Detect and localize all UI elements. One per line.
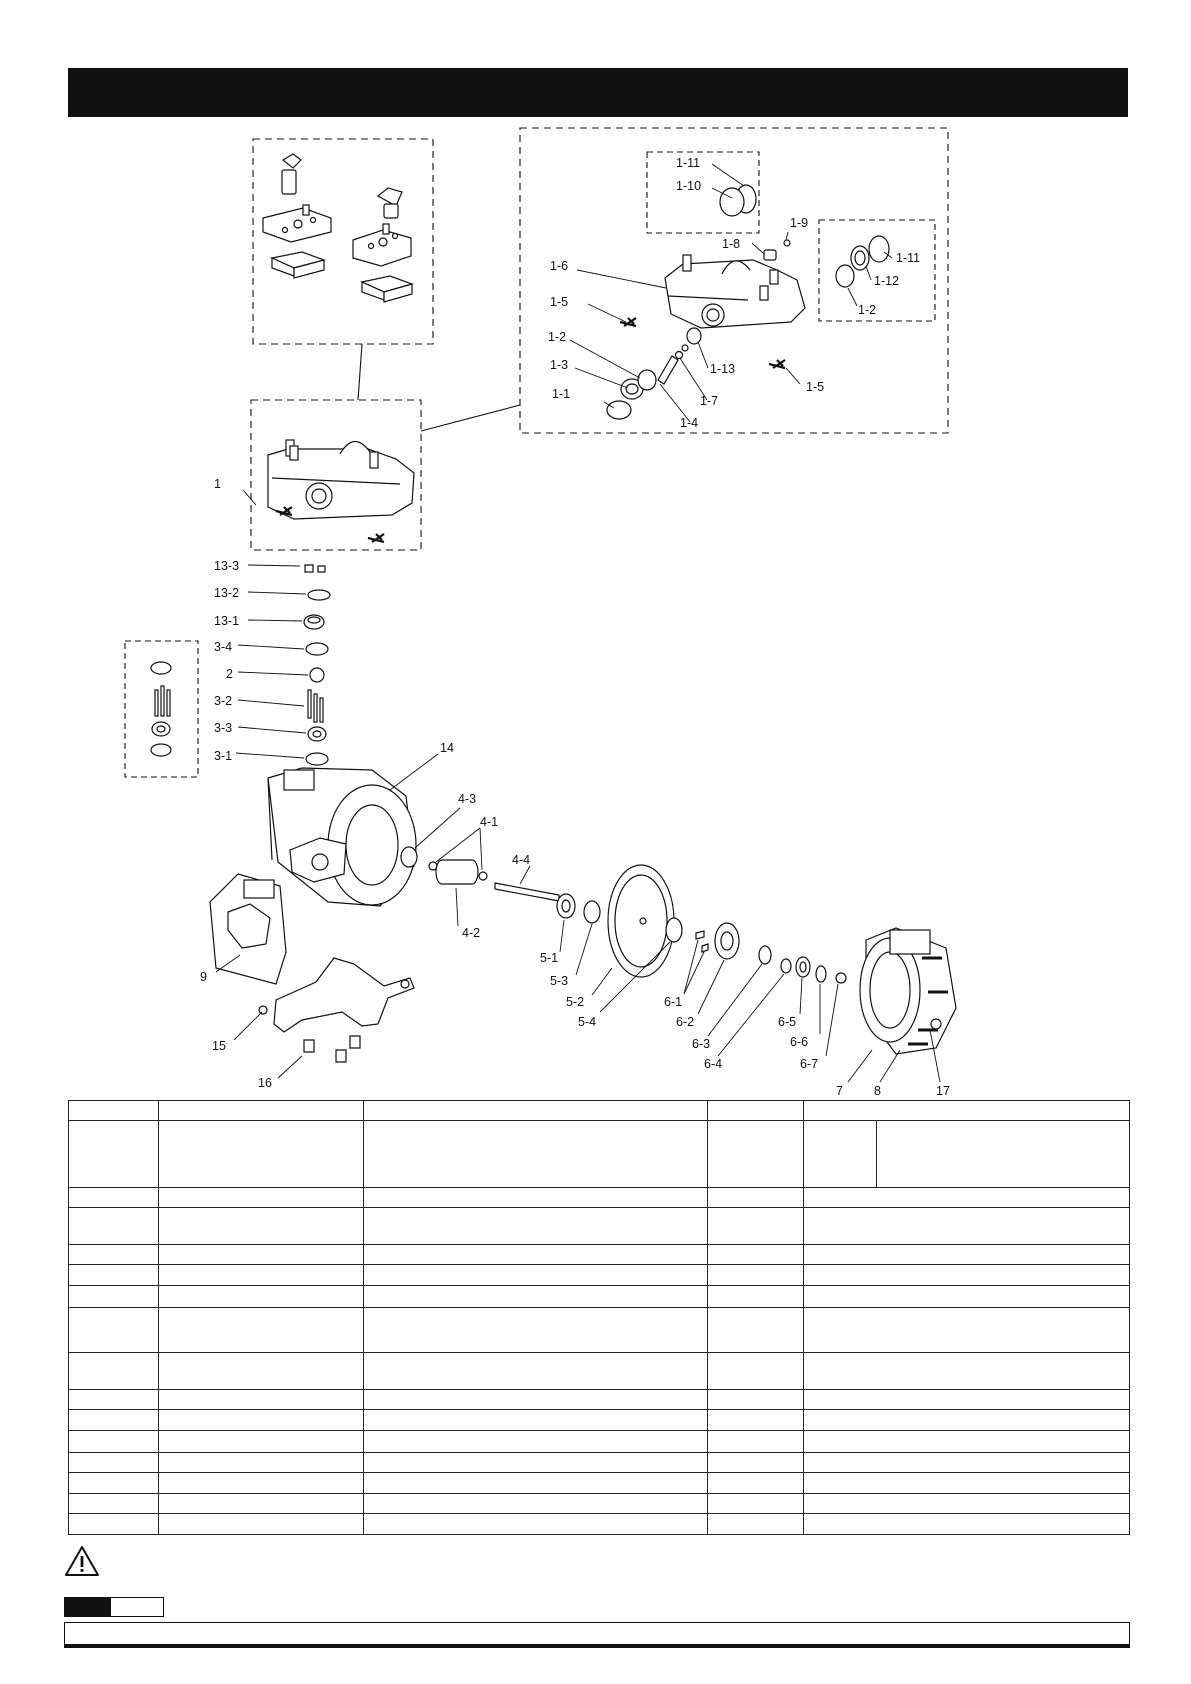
callout: 6-6 bbox=[790, 1035, 809, 1049]
callout: 8 bbox=[874, 1084, 881, 1098]
callout: 1-2 bbox=[858, 303, 877, 317]
callout: 13-3 bbox=[214, 559, 240, 573]
footer-box bbox=[64, 1622, 1130, 1648]
part-2-ball bbox=[310, 668, 324, 682]
part-1-8 bbox=[764, 250, 776, 260]
part-1-5-pin-b bbox=[769, 360, 785, 368]
part-16-feet bbox=[304, 1036, 360, 1062]
part-6-3 bbox=[759, 946, 771, 964]
callout: 5-1 bbox=[540, 951, 559, 965]
callout: 16 bbox=[258, 1076, 272, 1090]
kit-ring-b bbox=[151, 744, 171, 756]
callout: 6-3 bbox=[692, 1037, 711, 1051]
part-3-1 bbox=[306, 753, 328, 765]
callout: 1-11 bbox=[676, 156, 701, 170]
part-1-13 bbox=[687, 328, 701, 344]
table-row bbox=[69, 1265, 1130, 1286]
table-row bbox=[69, 1431, 1130, 1453]
table-row bbox=[69, 1453, 1130, 1473]
part-3-2-a bbox=[308, 690, 311, 718]
table-row bbox=[69, 1121, 1130, 1188]
table-row bbox=[69, 1208, 1130, 1245]
part-4-3 bbox=[401, 847, 417, 867]
callout: 5-4 bbox=[578, 1015, 597, 1029]
centre-body bbox=[268, 768, 416, 906]
callout: 6-5 bbox=[778, 1015, 797, 1029]
part-6-7 bbox=[836, 973, 846, 983]
warning-triangle-icon bbox=[64, 1545, 100, 1577]
table-row bbox=[69, 1514, 1130, 1535]
part-1-2 bbox=[638, 370, 656, 390]
callout: 1-6 bbox=[550, 259, 569, 273]
callout: 9 bbox=[200, 970, 207, 984]
page-tab bbox=[64, 1597, 164, 1617]
callout: 1-7 bbox=[700, 394, 719, 408]
fitting-option-left bbox=[263, 154, 331, 278]
callout: 3-3 bbox=[214, 721, 233, 735]
callout: 1-5 bbox=[806, 380, 825, 394]
callout: 5-2 bbox=[566, 995, 585, 1009]
callout: 17 bbox=[936, 1084, 950, 1098]
air-valve-detail bbox=[665, 255, 805, 328]
part-5-3 bbox=[584, 901, 600, 923]
callout: 5-3 bbox=[550, 974, 569, 988]
callout: 1-5 bbox=[550, 295, 569, 309]
callout: 4-1 bbox=[480, 815, 499, 829]
callout: 1-1 bbox=[552, 387, 571, 401]
part-1-11-ring-b bbox=[869, 236, 889, 262]
callout: 1-11 bbox=[896, 251, 921, 265]
parts-list-table bbox=[68, 1100, 1130, 1535]
table-row bbox=[69, 1245, 1130, 1265]
callout: 6-4 bbox=[704, 1057, 723, 1071]
callout: 6-7 bbox=[800, 1057, 819, 1071]
table-row bbox=[69, 1353, 1130, 1390]
callout: 1-3 bbox=[550, 358, 569, 372]
callout: 1-4 bbox=[680, 416, 699, 430]
part-13-3 bbox=[305, 565, 325, 572]
callout: 4-4 bbox=[512, 853, 531, 867]
part-1-1-ring bbox=[607, 401, 631, 419]
table-row bbox=[69, 1494, 1130, 1514]
part-1-5-pin-a bbox=[620, 318, 636, 326]
fitting-option-right bbox=[353, 188, 412, 302]
table-row bbox=[69, 1188, 1130, 1208]
part-1-2-ring-b bbox=[836, 265, 854, 287]
kit-ring-a bbox=[151, 662, 171, 674]
part-3-4 bbox=[306, 643, 328, 655]
air-valve-assembly bbox=[268, 440, 414, 542]
callout: 4-3 bbox=[458, 792, 477, 806]
callout: 6-1 bbox=[664, 995, 683, 1009]
callout: 13-2 bbox=[214, 586, 240, 600]
callout: 1-2 bbox=[548, 330, 567, 344]
part-1-4-spool bbox=[658, 356, 678, 384]
callout: 7 bbox=[836, 1084, 843, 1098]
callout: 3-4 bbox=[214, 640, 233, 654]
pin-b bbox=[368, 534, 384, 542]
page-tab-fill bbox=[65, 1598, 111, 1616]
part-5-4 bbox=[666, 918, 682, 942]
part-7-end-cap bbox=[860, 928, 956, 1054]
callout: 1 bbox=[214, 477, 221, 491]
callout: 1-8 bbox=[722, 237, 741, 251]
table-row bbox=[69, 1410, 1130, 1431]
end-cap-detail-box bbox=[819, 220, 935, 321]
callout: 2 bbox=[226, 667, 233, 681]
part-15-bracket bbox=[259, 958, 414, 1032]
part-13-2 bbox=[308, 590, 330, 600]
callout: 6-2 bbox=[676, 1015, 695, 1029]
part-9-guard bbox=[210, 874, 286, 984]
callout: 14 bbox=[440, 741, 454, 755]
part-6-4 bbox=[781, 959, 791, 973]
part-4-2-bushing bbox=[436, 860, 478, 884]
callout: 15 bbox=[212, 1039, 226, 1053]
part-1-9 bbox=[784, 240, 790, 246]
callout: 1-10 bbox=[676, 179, 702, 193]
part-1-10-disc bbox=[720, 188, 744, 216]
callout: 4-2 bbox=[462, 926, 481, 940]
table-row bbox=[69, 1390, 1130, 1410]
callout: 1-13 bbox=[710, 362, 736, 376]
callout: 1-9 bbox=[790, 216, 809, 230]
table-row bbox=[69, 1308, 1130, 1353]
callout: 3-1 bbox=[214, 749, 233, 763]
part-6-6 bbox=[816, 966, 826, 982]
table-row bbox=[69, 1286, 1130, 1308]
table-header-row bbox=[69, 1101, 1130, 1121]
part-4-4-shaft bbox=[495, 883, 559, 901]
callout: 13-1 bbox=[214, 614, 240, 628]
table-row bbox=[69, 1473, 1130, 1494]
part-1-7 bbox=[676, 352, 683, 359]
callout: 3-2 bbox=[214, 694, 233, 708]
callout: 1-12 bbox=[874, 274, 900, 288]
